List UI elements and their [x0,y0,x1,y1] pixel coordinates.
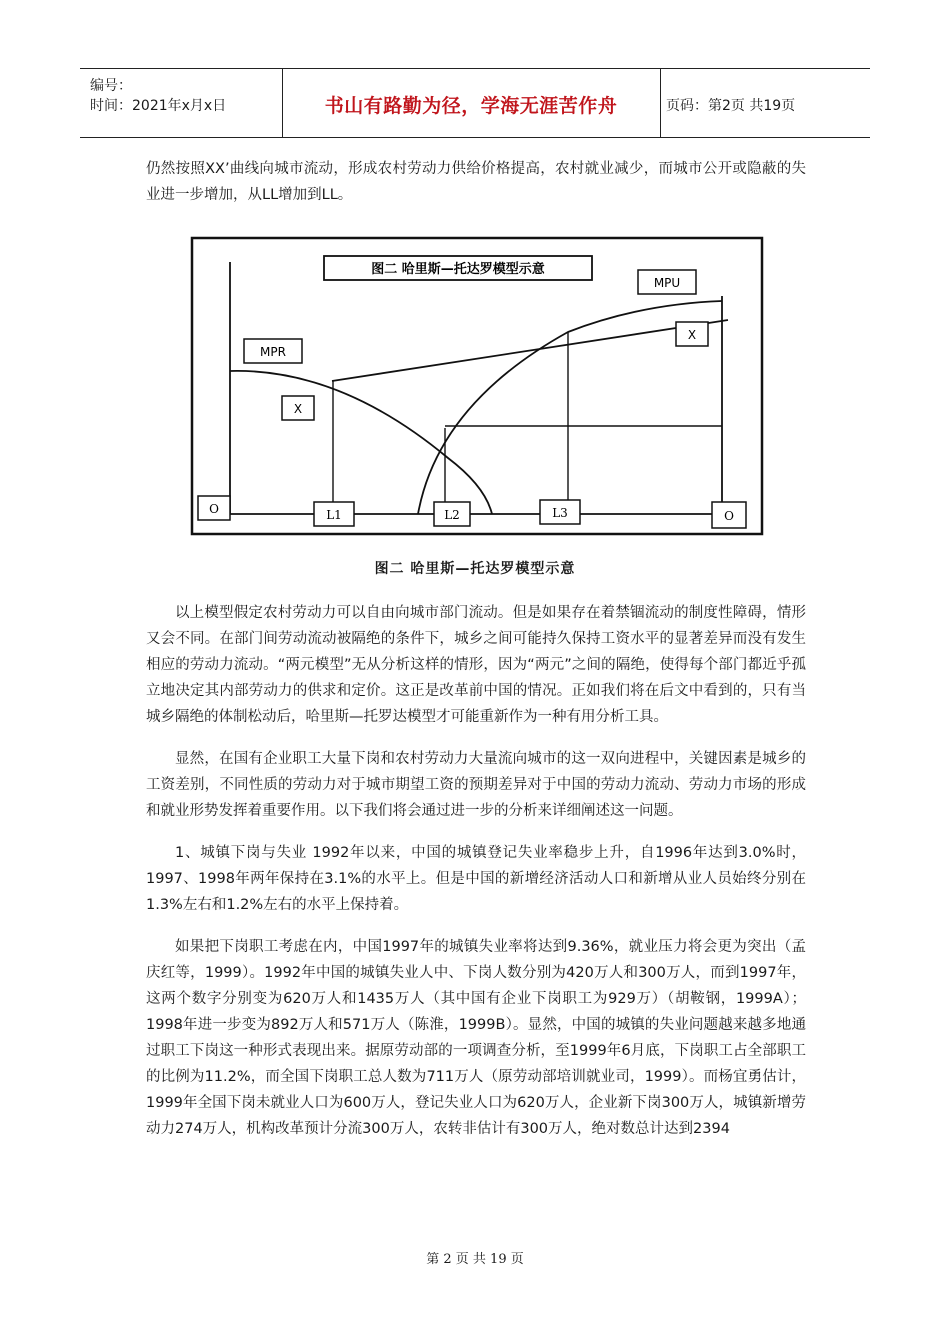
document-date: 时间：2021年x月x日 [90,98,227,114]
paragraph-4: 如果把下岗职工考虑在内，中国1997年的城镇失业率将达到9.36%，就业压力将会更为突出（孟庆红等，1999）。1992年中国的城镇失业人中、下岗人数分别为420万人和300万人，而到1997年，这两个数字分别变为620万人和1435万人（其中国有企业下岗职工为929万）（胡鞍钢，1999A）；1998年进一步变为892万人和571万人（陈淮，1999B）。显然，中国的城镇的失业问题越来越多地通过职工下岗这一种形式表现出来。据原劳动部的一项调查分析，至1999年6月底，下岗职工占全部职工的比例为11.2%，而全国下岗职工总人数为711万人（原劳动部培训就业司，1999）。而杨宜勇估计，1999年全国下岗未就业人口为600万人，登记失业人口为620万人，企业新下岗300万人，城镇新增劳动力274万人，机构改革预计分流300万人，农转非估计有300万人，绝对数总计达到2394 [146,939,806,1137]
paragraph-3: 1、城镇下岗与失业 1992年以来，中国的城镇登记失业率稳步上升，自1996年达到3.0%时，1997、1998年两年保持在3.1%的水平上。但是中国的新增经济活动人口和新增从业人员始终分别在1.3%左右和1.2%左右的水平上保持着。 [146,845,806,913]
l1-label: L1 [326,508,342,522]
main-body [146,600,806,1158]
o-right-label: O [724,509,734,523]
document-number: 编号： [90,78,132,94]
x-left-label: X [293,402,303,416]
inner-title: 图二 哈里斯—托达罗模型示意 [371,262,545,277]
paragraph-2: 显然，在国有企业职工大量下岗和农村劳动力大量流向城市的这一双向进程中，关键因素是城乡的工资差别，不同性质的劳动力对于城市期望工资的预期差异对于中国的劳动力流动、劳动力市场的形成和就业形势发挥着重要作用。以下我们将会通过进一步的分析来详细阐述这一问题。 [146,751,806,819]
model-diagram [190,236,764,538]
header-page-number: 页码：第2页 共19页 [666,98,796,114]
paragraph-1: 以上模型假定农村劳动力可以自由向城市部门流动。但是如果存在着禁锢流动的制度性障碍，情形又会不同。在部门间劳动流动被隔绝的条件下，城乡之间可能持久保持工资水平的显著差异而没有发生相应的劳动力流动。“两元模型”无从分析这样的情形，因为“两元”之间的隔绝，使得每个部门都近乎孤立地决定其内部劳动力的供求和定价。这正是改革前中国的情况。正如我们将在后文中看到的，只有当城乡隔绝的体制松动后，哈里斯—托罗达模型才可能重新作为一种有用分析工具。 [146,605,806,725]
mpu-label: MPU [653,276,681,290]
l2-label: L2 [444,508,460,522]
page-footer: 第 2 页 共 19 页 [426,1252,524,1267]
harris-todaro-figure [190,236,764,538]
header-meta [80,69,283,137]
header-motto-cell [282,69,661,137]
paragraph-intro [146,156,806,224]
header-page-cell [660,69,870,137]
page-header [80,68,870,138]
header-motto: 书山有路勤为径，学海无涯苦作舟 [324,95,618,117]
paragraph-0: 仍然按照XX’曲线向城市流动，形成农村劳动力供给价格提高，农村就业减少，而城市公开或隐蔽的失业进一步增加，从LL增加到LL。 [146,161,806,203]
o-left-label: O [209,502,219,516]
figure-caption: 图二 哈里斯—托达罗模型示意 [374,561,576,577]
x-right-label: X [687,328,697,342]
l3-label: L3 [552,506,568,520]
mpr-label: MPR [260,345,286,359]
